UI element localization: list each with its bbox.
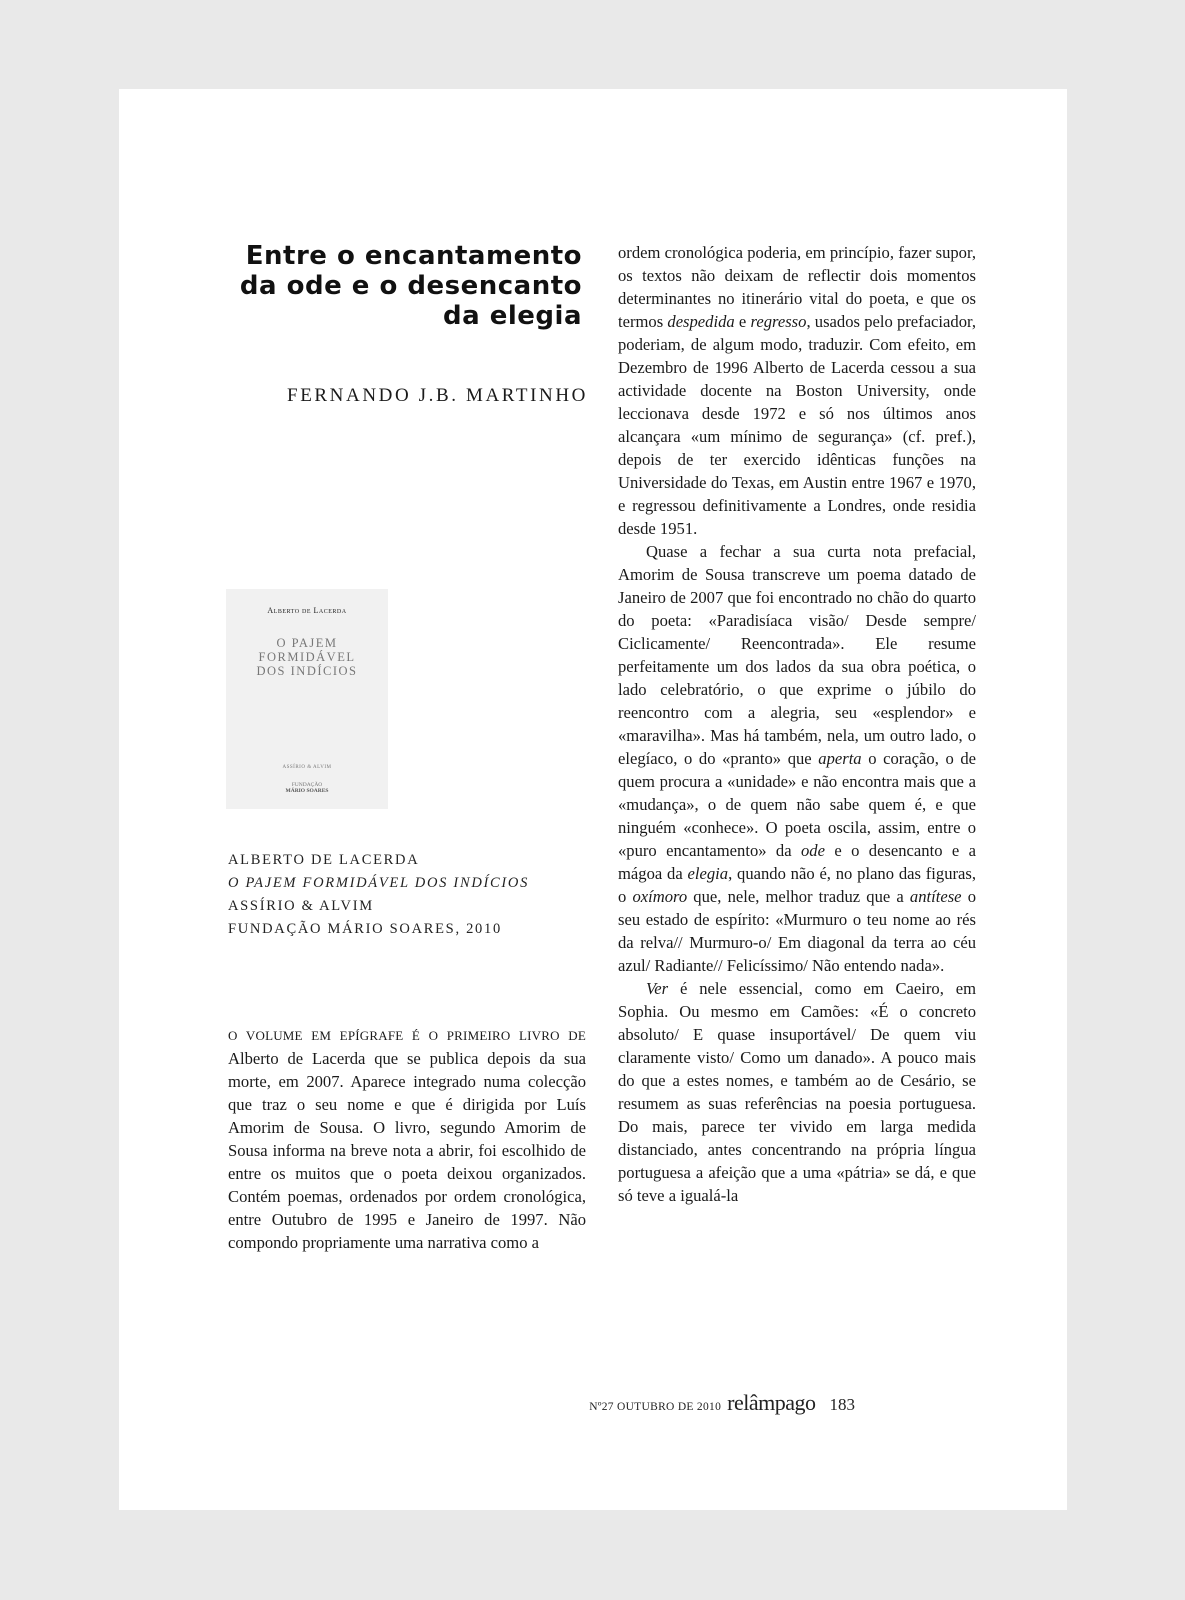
biblio-edition: FUNDAÇÃO MÁRIO SOARES, 2010 <box>228 921 502 937</box>
body-paragraph <box>228 1023 586 1254</box>
body-column-left <box>228 1023 586 1254</box>
italic-term: antítese <box>909 887 962 906</box>
body-text: é nele essencial, como em Caeiro, em Sophia. Ou mesmo em Camões: «É o concreto absoluto/ E quase insuportável/ De quem viu claramente visto/ Como um danado». A pouco mais do que a estes nomes, e também ao de Cesário, se resumem as suas referências na poesia portuguesa. Do mais, parece ter vivido em larga medida distanciado, antes concentrando na própria língua portuguesa a afeição que a uma «pátria» se dá, e que só teve a igualá-la <box>618 979 976 1205</box>
body-text: e <box>734 312 751 331</box>
cover-author: Alberto de Lacerda <box>267 606 347 615</box>
cover-foundation <box>226 782 388 794</box>
body-text: que, nele, melhor traduz que a <box>687 887 910 906</box>
body-text: o coração, o de quem procura a «unidade» e não encontra mais que a «mudança», o de quem não sabe quem é, e que ninguém «conhece». O poeta oscila, assim, entre o «puro encantamento» da <box>618 749 976 860</box>
italic-term: oxímoro <box>632 887 688 906</box>
cover-foundation-line: MÁRIO SOARES <box>285 788 329 794</box>
article-title-line: da ode e o desencanto <box>239 271 582 301</box>
body-text: ordem cronológica poderia, em princípio, fazer supor, os textos não deixam de reflectir dois momentos determinantes no itinerário vital do poeta, e que os termos <box>618 243 976 331</box>
biblio-publisher: ASSÍRIO & ALVIM <box>228 898 374 914</box>
body-column-right <box>618 241 976 1207</box>
cover-foundation-line: FUNDAÇÃO <box>291 782 323 788</box>
cover-title-line: DOS INDÍCIOS <box>256 664 358 678</box>
body-paragraph <box>618 241 976 540</box>
body-text: e o desencanto e a mágoa da <box>618 841 976 883</box>
article-author: FERNANDO J.B. MARTINHO <box>287 385 588 406</box>
cover-title-line: FORMIDÁVEL <box>258 650 356 664</box>
cover-title-line: O PAJEM <box>276 636 338 650</box>
italic-term: regresso <box>750 312 807 331</box>
italic-term: aperta <box>818 749 862 768</box>
body-text: Alberto de Lacerda que se publica depois da sua morte, em 2007. Aparece integrado numa colecção que traz o seu nome e que é dirigida por Luís Amorim de Sousa. O livro, segundo Amorim de Sousa informa na breve nota a abrir, foi escolhido de entre os muitos que o poeta deixou organizados. Contém poemas, ordenados por ordem cronológica, entre Outubro de 1995 e Janeiro de 1997. Não compondo propriamente uma narrativa como a <box>228 1049 586 1252</box>
lead-in-caps: O VOLUME EM EPÍGRAFE É O PRIMEIRO LIVRO DE <box>228 1028 586 1043</box>
bibliographic-reference <box>228 849 529 941</box>
cover-publisher: ASSÍRIO & ALVIM <box>282 765 332 770</box>
book-cover-image <box>226 589 388 809</box>
biblio-author: ALBERTO DE LACERDA <box>228 852 420 868</box>
body-text: , quando não é, no plano das figuras, o <box>618 864 976 906</box>
issue-info: Nº27 OUTUBRO DE 2010 <box>589 1401 722 1413</box>
article-title-line: da elegia <box>443 301 582 331</box>
body-text: Quase a fechar a sua curta nota prefacial, Amorim de Sousa transcreve um poema datado de Janeiro de 2007 que foi encontrado no chão do quarto do poeta: «Paradisíaca visão/ Desde sempre/ Ciclicamente/ Reencontrada». Ele resume perfeitamente um dos lados da sua obra poética, o lado celebratório, o que exprime o júbilo do reencontro com a alegria, seu «esplendor» e «maravilha». Mas há também, nela, um outro lado, o elegíaco, o do «pranto» que <box>618 542 976 768</box>
body-text: , usados pelo prefaciador, poderiam, de algum modo, traduzir. Com efeito, em Dezembro de 1996 Alberto de Lacerda cessou a sua actividade docente na Boston University, onde leccionava desde 1972 e só nos últimos anos alcançara «um mínimo de segurança» (cf. pref.), depois de ter exercido idênticas funções na Universidade do Texas, em Austin entre 1967 e 1970, e regressou definitivamente a Londres, onde residia desde 1951. <box>618 312 977 538</box>
biblio-title: O PAJEM FORMIDÁVEL DOS INDÍCIOS <box>228 875 530 891</box>
cover-title <box>226 636 388 678</box>
magazine-logo: relâmpago <box>727 1390 816 1415</box>
page-footer <box>530 1390 855 1416</box>
italic-term: ode <box>800 841 825 860</box>
italic-term: elegia <box>687 864 729 883</box>
article-title <box>220 241 582 331</box>
article-title-line: Entre o encantamento <box>245 241 582 271</box>
body-paragraph <box>618 977 976 1207</box>
page-number: 183 <box>829 1395 855 1414</box>
italic-term: despedida <box>667 312 735 331</box>
body-text: o seu estado de espírito: «Murmuro o teu nome ao rés da relva// Murmuro-o/ Em diagonal da terra ao céu azul/ Radiante// Felicíssimo/ Não entendo nada». <box>618 887 976 975</box>
italic-term: Ver <box>646 979 669 998</box>
body-paragraph <box>618 540 976 977</box>
